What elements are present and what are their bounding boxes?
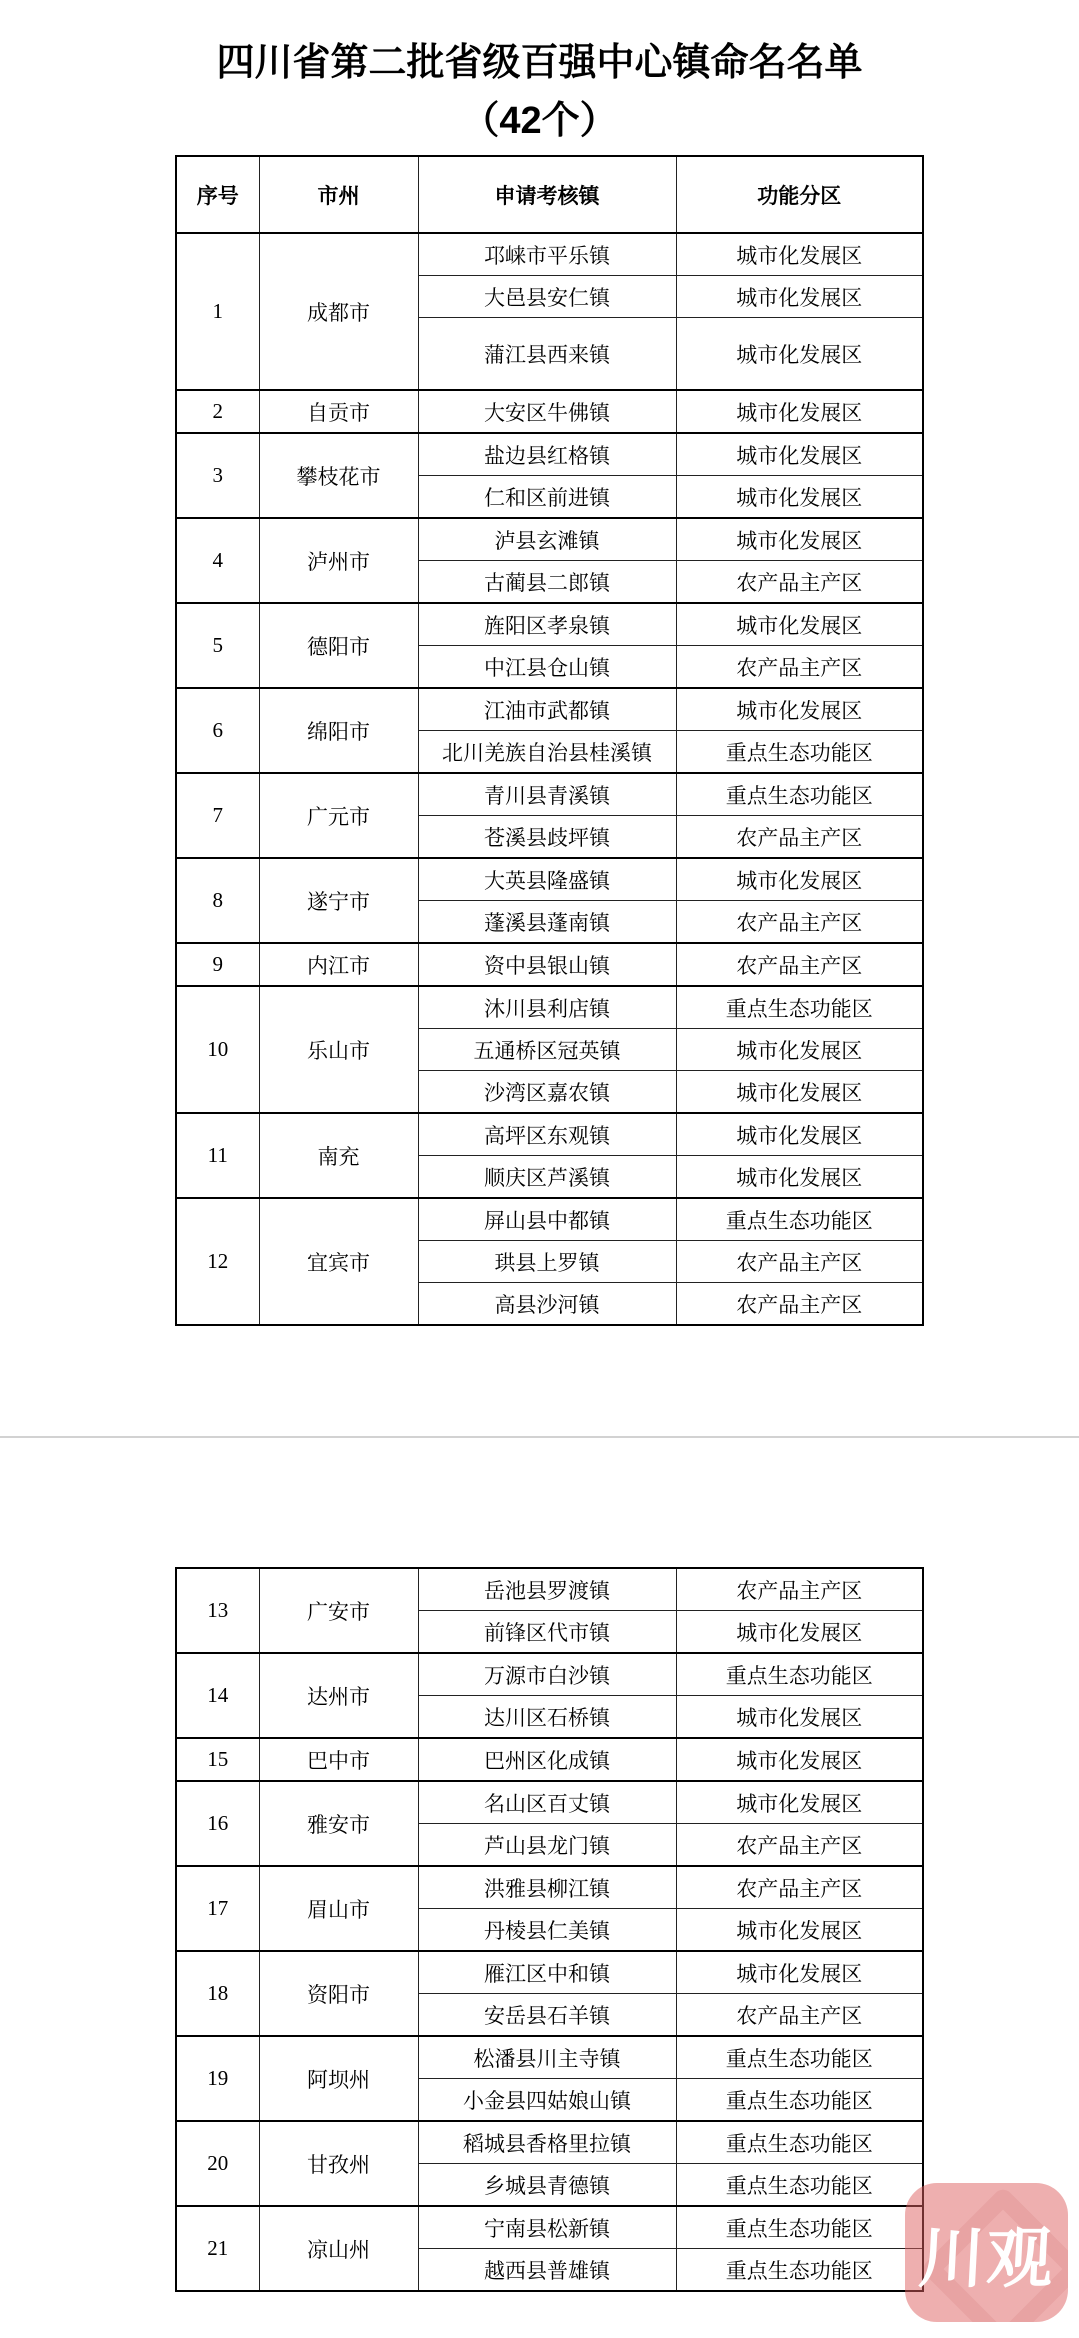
zone-cell: 城市化发展区: [676, 1781, 923, 1824]
table-row: [176, 518, 923, 561]
town-cell: 雁江区中和镇: [418, 1951, 676, 1994]
zone-cell: 农产品主产区: [676, 1994, 923, 2037]
town-cell: 蓬溪县蓬南镇: [418, 901, 676, 944]
zone-cell: 重点生态功能区: [676, 2079, 923, 2122]
zone-cell: 重点生态功能区: [676, 1198, 923, 1241]
table-row: [176, 1113, 923, 1156]
town-cell: 达川区石桥镇: [418, 1696, 676, 1739]
seq-cell: 12: [176, 1198, 259, 1325]
city-cell: 内江市: [259, 943, 418, 986]
zone-cell: 农产品主产区: [676, 943, 923, 986]
zone-cell: 城市化发展区: [676, 518, 923, 561]
zone-cell: 农产品主产区: [676, 646, 923, 689]
seq-cell: 5: [176, 603, 259, 688]
zone-cell: 城市化发展区: [676, 433, 923, 476]
seq-cell: 18: [176, 1951, 259, 2036]
seq-cell: 21: [176, 2206, 259, 2291]
zone-cell: 城市化发展区: [676, 1029, 923, 1071]
town-cell: 珙县上罗镇: [418, 1241, 676, 1283]
seq-cell: 2: [176, 390, 259, 433]
town-cell: 青川县青溪镇: [418, 773, 676, 816]
city-cell: 甘孜州: [259, 2121, 418, 2206]
zone-cell: 城市化发展区: [676, 390, 923, 433]
town-cell: 邛崃市平乐镇: [418, 233, 676, 276]
col-header-town: 申请考核镇: [418, 156, 676, 233]
zone-cell: 重点生态功能区: [676, 731, 923, 774]
page-divider: [0, 1436, 1079, 1438]
chuanguan-watermark-logo: [905, 2183, 1068, 2322]
table-row: [176, 603, 923, 646]
town-cell: 大英县隆盛镇: [418, 858, 676, 901]
zone-cell: 城市化发展区: [676, 1738, 923, 1781]
table-row: [176, 433, 923, 476]
town-cell: 万源市白沙镇: [418, 1653, 676, 1696]
town-cell: 北川羌族自治县桂溪镇: [418, 731, 676, 774]
table-row: [176, 2121, 923, 2164]
table-row: [176, 1951, 923, 1994]
seq-cell: 11: [176, 1113, 259, 1198]
town-cell: 大邑县安仁镇: [418, 276, 676, 318]
town-cell: 大安区牛佛镇: [418, 390, 676, 433]
table-header-row: [176, 156, 923, 233]
town-cell: 中江县仓山镇: [418, 646, 676, 689]
town-cell: 乡城县青德镇: [418, 2164, 676, 2207]
city-cell: 自贡市: [259, 390, 418, 433]
seq-cell: 13: [176, 1568, 259, 1653]
town-cell: 顺庆区芦溪镇: [418, 1156, 676, 1199]
town-cell: 高县沙河镇: [418, 1283, 676, 1326]
seq-cell: 6: [176, 688, 259, 773]
seq-cell: 1: [176, 233, 259, 390]
town-cell: 仁和区前进镇: [418, 476, 676, 519]
zone-cell: 农产品主产区: [676, 1824, 923, 1867]
zone-cell: 城市化发展区: [676, 858, 923, 901]
city-cell: 资阳市: [259, 1951, 418, 2036]
seq-cell: 10: [176, 986, 259, 1113]
table-row: [176, 773, 923, 816]
town-cell: 高坪区东观镇: [418, 1113, 676, 1156]
table-row: [176, 858, 923, 901]
city-cell: 成都市: [259, 233, 418, 390]
city-cell: 南充: [259, 1113, 418, 1198]
town-cell: 小金县四姑娘山镇: [418, 2079, 676, 2122]
zone-cell: 农产品主产区: [676, 816, 923, 859]
document-header: [0, 34, 1079, 150]
town-cell: 稻城县香格里拉镇: [418, 2121, 676, 2164]
town-cell: 宁南县松新镇: [418, 2206, 676, 2249]
city-cell: 雅安市: [259, 1781, 418, 1866]
logo-text: 川观: [916, 2221, 1057, 2295]
city-cell: 宜宾市: [259, 1198, 418, 1325]
zone-cell: 城市化发展区: [676, 276, 923, 318]
town-cell: 巴州区化成镇: [418, 1738, 676, 1781]
page-title: 四川省第二批省级百强中心镇命名名单: [216, 42, 863, 84]
town-cell: 古蔺县二郎镇: [418, 561, 676, 604]
town-cell: 岳池县罗渡镇: [418, 1568, 676, 1611]
page-subtitle: （42个）: [461, 100, 618, 142]
zone-cell: 城市化发展区: [676, 1611, 923, 1654]
zone-cell: 重点生态功能区: [676, 2036, 923, 2079]
city-cell: 德阳市: [259, 603, 418, 688]
table-row: [176, 233, 923, 276]
town-cell: 五通桥区冠英镇: [418, 1029, 676, 1071]
town-cell: 沙湾区嘉农镇: [418, 1071, 676, 1114]
seq-cell: 20: [176, 2121, 259, 2206]
town-cell: 越西县普雄镇: [418, 2249, 676, 2292]
zone-cell: 城市化发展区: [676, 688, 923, 731]
zone-cell: 城市化发展区: [676, 1696, 923, 1739]
seq-cell: 14: [176, 1653, 259, 1738]
ranking-table-page2: [175, 1567, 924, 2292]
zone-cell: 农产品主产区: [676, 1241, 923, 1283]
seq-cell: 4: [176, 518, 259, 603]
table-row: [176, 1866, 923, 1909]
table-row: [176, 688, 923, 731]
zone-cell: 农产品主产区: [676, 901, 923, 944]
seq-cell: 3: [176, 433, 259, 518]
zone-cell: 重点生态功能区: [676, 986, 923, 1029]
table-row: [176, 1198, 923, 1241]
zone-cell: 重点生态功能区: [676, 2249, 923, 2292]
city-cell: 攀枝花市: [259, 433, 418, 518]
town-cell: 芦山县龙门镇: [418, 1824, 676, 1867]
town-cell: 苍溪县歧坪镇: [418, 816, 676, 859]
zone-cell: 重点生态功能区: [676, 2121, 923, 2164]
town-cell: 沐川县利店镇: [418, 986, 676, 1029]
seq-cell: 8: [176, 858, 259, 943]
seq-cell: 19: [176, 2036, 259, 2121]
city-cell: 泸州市: [259, 518, 418, 603]
table-row: [176, 986, 923, 1029]
table-row: [176, 943, 923, 986]
table-row: [176, 1738, 923, 1781]
town-cell: 蒲江县西来镇: [418, 318, 676, 391]
city-cell: 巴中市: [259, 1738, 418, 1781]
table-row: [176, 390, 923, 433]
col-header-seq: 序号: [176, 156, 259, 233]
city-cell: 眉山市: [259, 1866, 418, 1951]
zone-cell: 农产品主产区: [676, 1568, 923, 1611]
table-row: [176, 2036, 923, 2079]
seq-cell: 17: [176, 1866, 259, 1951]
zone-cell: 重点生态功能区: [676, 773, 923, 816]
col-header-city: 市州: [259, 156, 418, 233]
city-cell: 绵阳市: [259, 688, 418, 773]
table-row: [176, 1568, 923, 1611]
zone-cell: 农产品主产区: [676, 561, 923, 604]
zone-cell: 城市化发展区: [676, 318, 923, 391]
town-cell: 前锋区代市镇: [418, 1611, 676, 1654]
city-cell: 遂宁市: [259, 858, 418, 943]
town-cell: 江油市武都镇: [418, 688, 676, 731]
city-cell: 广安市: [259, 1568, 418, 1653]
zone-cell: 重点生态功能区: [676, 1653, 923, 1696]
zone-cell: 城市化发展区: [676, 1909, 923, 1952]
city-cell: 广元市: [259, 773, 418, 858]
table-row: [176, 1781, 923, 1824]
table-row: [176, 2206, 923, 2249]
town-cell: 盐边县红格镇: [418, 433, 676, 476]
city-cell: 乐山市: [259, 986, 418, 1113]
zone-cell: 农产品主产区: [676, 1866, 923, 1909]
town-cell: 泸县玄滩镇: [418, 518, 676, 561]
ranking-table-page1: [175, 155, 924, 1326]
zone-cell: 城市化发展区: [676, 233, 923, 276]
city-cell: 凉山州: [259, 2206, 418, 2291]
zone-cell: 城市化发展区: [676, 1156, 923, 1199]
zone-cell: 城市化发展区: [676, 1071, 923, 1114]
town-cell: 旌阳区孝泉镇: [418, 603, 676, 646]
town-cell: 洪雅县柳江镇: [418, 1866, 676, 1909]
seq-cell: 7: [176, 773, 259, 858]
col-header-zone: 功能分区: [676, 156, 923, 233]
zone-cell: 城市化发展区: [676, 476, 923, 519]
town-cell: 安岳县石羊镇: [418, 1994, 676, 2037]
zone-cell: 重点生态功能区: [676, 2206, 923, 2249]
zone-cell: 农产品主产区: [676, 1283, 923, 1326]
town-cell: 丹棱县仁美镇: [418, 1909, 676, 1952]
table-row: [176, 1653, 923, 1696]
seq-cell: 15: [176, 1738, 259, 1781]
city-cell: 阿坝州: [259, 2036, 418, 2121]
zone-cell: 城市化发展区: [676, 1951, 923, 1994]
town-cell: 屏山县中都镇: [418, 1198, 676, 1241]
seq-cell: 16: [176, 1781, 259, 1866]
zone-cell: 重点生态功能区: [676, 2164, 923, 2207]
town-cell: 名山区百丈镇: [418, 1781, 676, 1824]
town-cell: 资中县银山镇: [418, 943, 676, 986]
seq-cell: 9: [176, 943, 259, 986]
city-cell: 达州市: [259, 1653, 418, 1738]
zone-cell: 城市化发展区: [676, 603, 923, 646]
zone-cell: 城市化发展区: [676, 1113, 923, 1156]
town-cell: 松潘县川主寺镇: [418, 2036, 676, 2079]
